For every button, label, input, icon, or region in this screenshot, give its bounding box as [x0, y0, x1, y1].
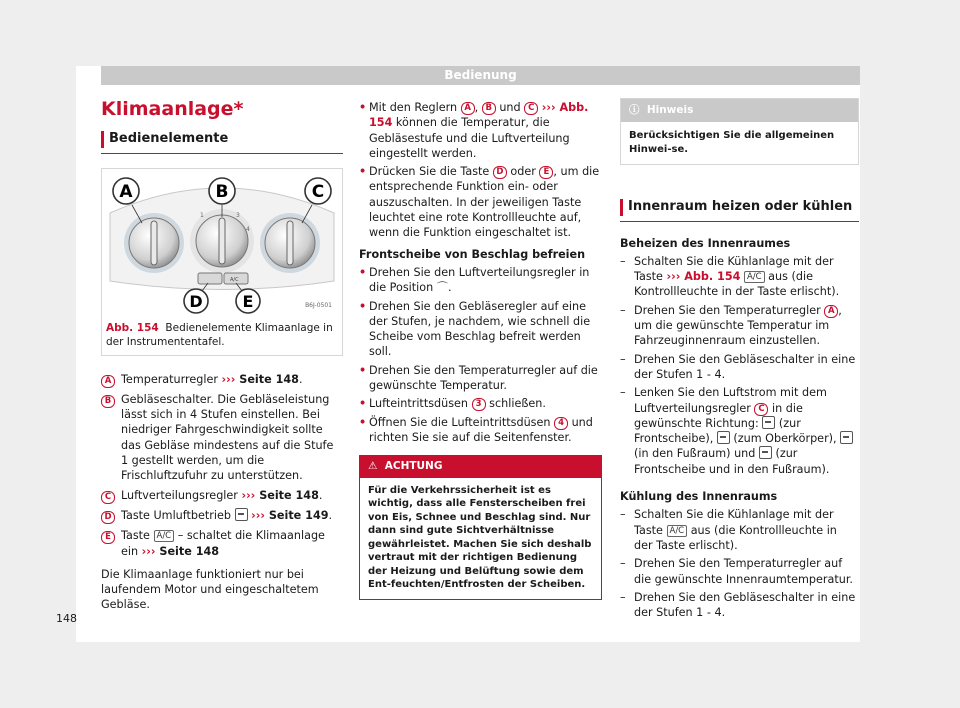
legend-item-e: E Taste A/C – schaltet die Klimaanlage ein ››› Seite 148	[101, 528, 343, 559]
legend-item-b: B Gebläseschalter. Die Gebläseleistung lässt sich in 4 Stufen einstellen. Bei niedriger Fahrgeschwindigkeit sollte das Gebläse mindestens auf die Stufe 1 gestellt werden, um die Frischluftzufuhr zu unterstützen.	[101, 392, 343, 484]
hint-text: Berücksichtigen Sie die allgemeinen Hinwei-se.	[629, 130, 835, 155]
heat-step-4: – Lenken Sie den Luftstrom mit dem Luftverteilungsregler C in die gewünschte Richtung: (zur Frontscheibe), (zum Oberkörper), (in den Fußraum) und (zur Frontscheibe und in den Fußraum).	[620, 385, 859, 477]
badge-a: A	[101, 375, 115, 388]
badge-d: D	[101, 511, 115, 524]
subheading-defog: Frontscheibe von Beschlag befreien	[359, 247, 586, 261]
legend-item-c: C Luftverteilungsregler ››› Seite 148.	[101, 488, 343, 504]
page-title: Klimaanlage*	[101, 98, 244, 120]
subheading-cooling: Kühlung des Innenraums	[620, 490, 778, 504]
figure-caption: Abb. 154 Bedienelemente Klimaanlage in der Instrumententafel.	[106, 321, 333, 348]
warning-header: ⚠ ACHTUNG	[360, 456, 601, 477]
legend-item-a: A Temperaturregler ››› Seite 148.	[101, 372, 343, 388]
left-column	[101, 94, 343, 613]
figure-154	[101, 168, 343, 356]
figure-label-e-text: E	[242, 291, 254, 311]
cool-step-3: – Drehen Sie den Gebläseschalter in eine der Stufen 1 - 4.	[620, 590, 856, 620]
windscreen-icon	[762, 416, 775, 429]
legend-item-d: D Taste Umluftbetrieb ››› Seite 149.	[101, 508, 343, 524]
middle-column	[359, 94, 602, 600]
heat-step-2: – Drehen Sie den Temperaturregler A , um die gewünschte Temperatur im Fahrzeuginnenraum einzustellen.	[620, 303, 842, 348]
ac-key: A/C	[154, 530, 175, 542]
chapter-header: Bedienung	[101, 66, 860, 85]
bullet-defog-3: • Drehen Sie den Temperaturregler auf die gewünschte Temperatur.	[359, 363, 598, 393]
page-link[interactable]: ››› Seite 148	[221, 372, 299, 386]
svg-text:4: 4	[246, 225, 250, 233]
badge-c: C	[101, 491, 115, 504]
warning-box	[359, 455, 602, 599]
heat-step-1: – Schalten Sie die Kühlanlage mit der Taste ››› Abb. 154 A/C aus (die Kontrollleuchte in der Taste erlischt).	[620, 254, 840, 299]
right-column	[620, 94, 859, 620]
bullet-defog-1: • Drehen Sie den Luftverteilungsregler in die Position ⌒.	[359, 265, 590, 295]
footwell-icon	[840, 431, 853, 444]
cool-step-2: – Drehen Sie den Temperaturregler auf die gewünschte Innenraumtemperatur.	[620, 557, 853, 586]
subheading-heating: Beheizen des Innenraumes	[620, 236, 791, 250]
figure-label-b-text: B	[215, 181, 229, 202]
page-link[interactable]: ››› Seite 149	[251, 508, 329, 522]
defrost-icon: ⌒	[436, 281, 448, 295]
temperature-knob-a	[124, 213, 184, 273]
svg-text:A/C: A/C	[230, 276, 239, 283]
legend-list	[101, 372, 343, 559]
figure-link[interactable]: ››› Abb. 154	[666, 270, 741, 284]
bullet-defog-5: • Öffnen Sie die Lufteintrittsdüsen 4 und richten Sie sie auf die Seitenfenster.	[359, 415, 593, 444]
info-icon: ⓘ	[629, 104, 640, 116]
upper-body-icon	[717, 431, 730, 444]
badge-e: E	[101, 531, 115, 544]
control-panel-drawing	[106, 173, 338, 316]
section-title-heat-cool: Innenraum heizen oder kühlen	[620, 199, 859, 221]
figure-label-d-text: D	[189, 291, 203, 311]
hint-header: ⓘ Hinweis	[621, 99, 858, 122]
warning-text: Für die Verkehrssicherheit ist es wichtig, dass alle Fensterscheiben frei von Eis, Schnee und Beschlag sind. Nur dann sind gute Sichtverhältnisse gewährleistet. Machen Sie sich deshalb vertraut mit der richtigen Bedienung der Heizung und Belüftung sowie dem Ent-feuchten/Entfrosten der Scheiben.	[368, 484, 592, 591]
bullet-controls: • Mit den Reglern A , B und C ››› Abb. 154 können die Temperatur, die Gebläsestufe und die Luftverteilung eingestellt werden.	[359, 101, 589, 160]
svg-text:1: 1	[200, 211, 204, 219]
cool-step-1: – Schalten Sie die Kühlanlage mit der Taste A/C aus (die Kontrollleuchte in der Taste erlischt).	[620, 508, 837, 552]
bullet-buttons: • Drücken Sie die Taste D oder E , um die entsprechende Funktion ein- oder auszuschalten. In der jeweiligen Taste leuchtet eine rote Kontrollleuchte auf, wenn die Funktion eingeschaltet ist.	[359, 165, 600, 240]
image-code: B6J-0501	[305, 302, 332, 310]
page-number: 148	[56, 612, 77, 625]
climate-controls-illustration	[106, 173, 338, 316]
blower-knob-b	[190, 209, 254, 273]
section-marker	[620, 199, 623, 215]
section-title-bedienelemente: Bedienelemente	[101, 131, 343, 153]
badge-b: B	[101, 395, 115, 408]
warning-icon: ⚠	[368, 460, 378, 473]
svg-text:3: 3	[236, 211, 240, 219]
figure-link[interactable]: ››› Abb. 154	[369, 101, 589, 130]
section-marker	[101, 131, 104, 147]
air-distribution-knob-c	[260, 213, 320, 273]
figure-label-a-text: A	[119, 181, 133, 202]
windscreen-footwell-icon	[759, 446, 772, 459]
recirculation-icon	[235, 508, 248, 521]
page-link[interactable]: ››› Seite 148	[241, 488, 319, 502]
bullet-defog-4: • Lufteintrittsdüsen 3 schließen.	[359, 397, 546, 411]
page-link[interactable]: ››› Seite 148	[141, 544, 220, 558]
figure-label-c-text: C	[311, 181, 325, 202]
manual-page	[56, 66, 860, 642]
bullet-defog-2: • Drehen Sie den Gebläseregler auf eine der Stufen, je nachdem, wie schnell die Scheibe vom Beschlag befreit werden soll.	[359, 299, 591, 359]
operation-note: Die Klimaanlage funktioniert nur bei laufendem Motor und eingeschaltetem Gebläse.	[101, 567, 319, 612]
hint-box	[620, 98, 859, 165]
heat-step-3: – Drehen Sie den Gebläseschalter in eine der Stufen 1 - 4.	[620, 352, 856, 381]
